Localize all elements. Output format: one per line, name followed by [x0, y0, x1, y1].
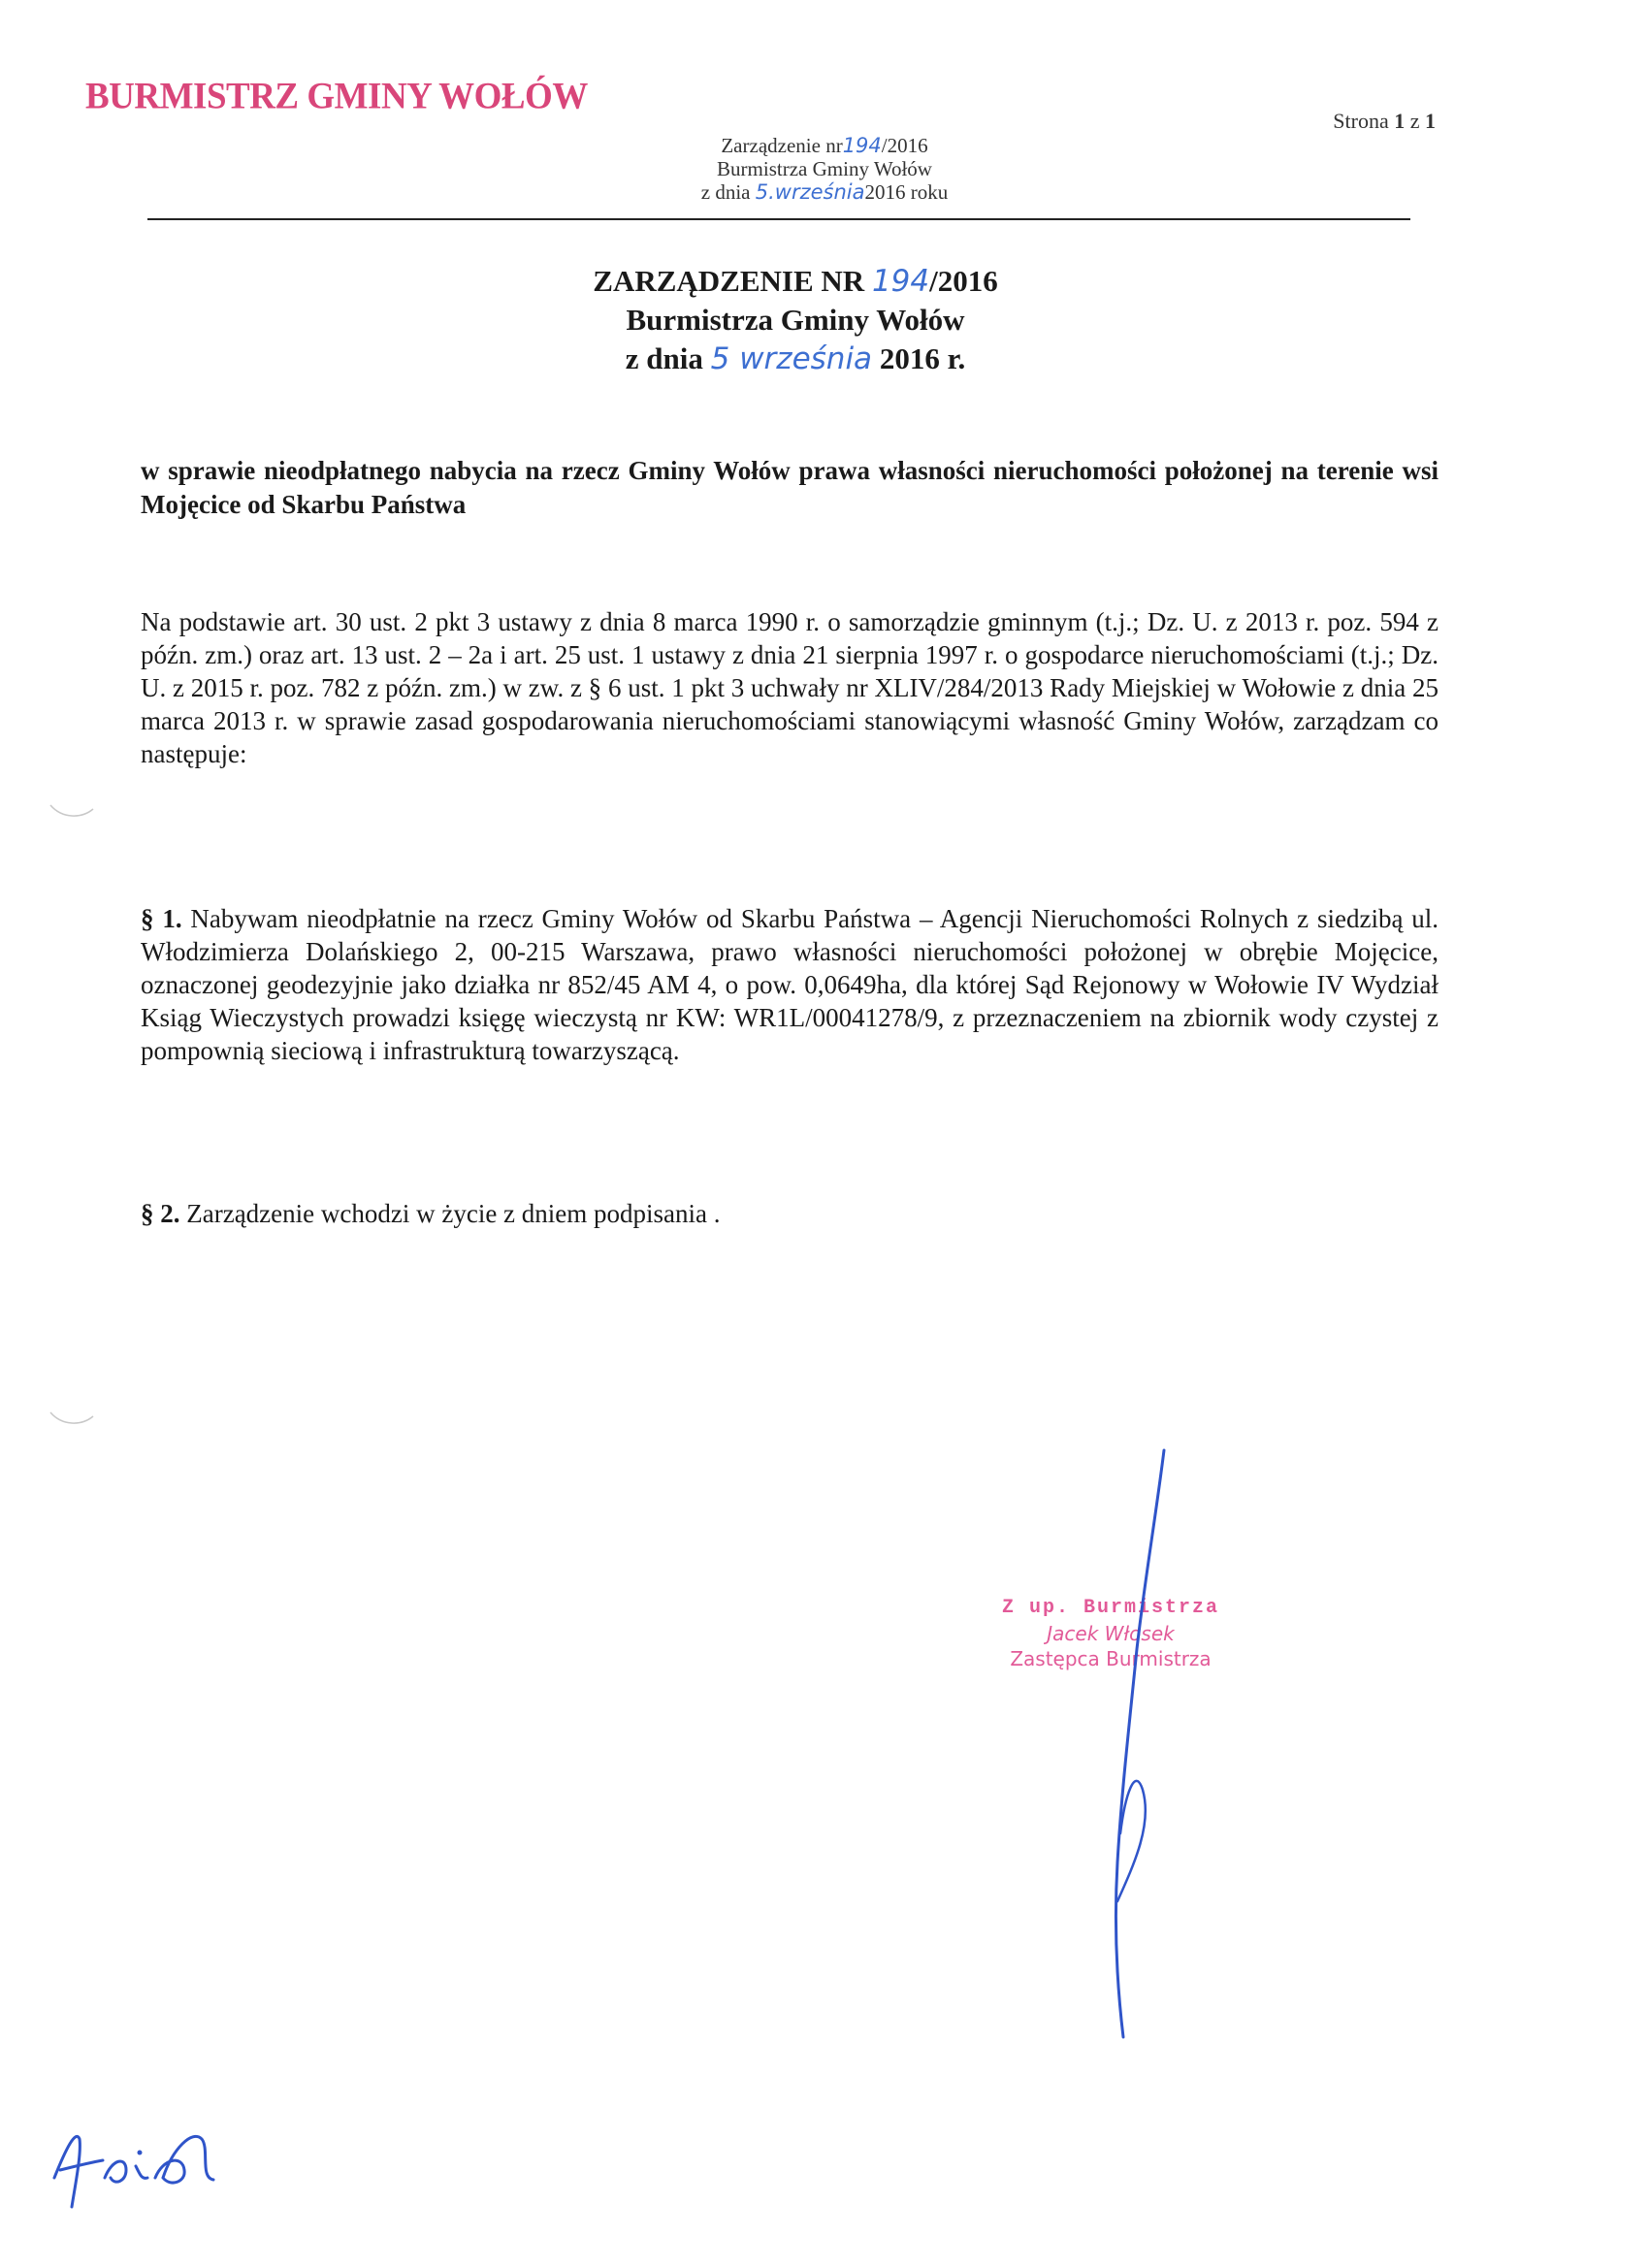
- header-line-number: [0, 134, 1649, 157]
- handwritten-signature: [1048, 1445, 1203, 2047]
- title-line-number: [0, 262, 1591, 301]
- title-line-date: [0, 340, 1591, 378]
- header-date-handwritten: 5.września: [755, 180, 865, 204]
- section-1: [141, 902, 1439, 1067]
- page-of: z: [1409, 109, 1420, 133]
- scan-artifact: [48, 801, 97, 823]
- header-number-handwritten: 194: [842, 134, 882, 157]
- stamp-line-authorization: Z up. Burmistrza: [1001, 1597, 1220, 1619]
- stamp-line-name: Jacek Włosek: [1047, 1622, 1175, 1645]
- section-2: [141, 1197, 1439, 1230]
- header-line-date: [0, 180, 1649, 204]
- header-date-suffix: 2016 roku: [864, 180, 949, 204]
- title-date-suffix: 2016 r.: [879, 341, 966, 375]
- preamble-paragraph: Na podstawie art. 30 ust. 2 pkt 3 ustawy z dnia 8 marca 1990 r. o samorządzie gminnym (t.j.; Dz. U. z 2013 r. poz. 594 z późn. zm.) oraz art. 13 ust. 2 – 2a i art. 25 ust. 1 ustawy z dnia 21 sierpnia 1997 r. o gospodarce nieruchomościami (t.j.; Dz. U. z 2015 r. poz. 782 z późn. zm.) w zw. z § 6 ust. 1 pkt 3 uchwały nr XLIV/284/2013 Rady Miejskiej w Wołowie z dnia 25 marca 2013 r. w sprawie zasad gospodarowania nieruchomościami stanowiącymi własność Gminy Wołów, zarządzam co następuje:: [141, 607, 1439, 768]
- header-rule: [147, 218, 1410, 220]
- header-number-prefix: Zarządzenie nr: [721, 134, 843, 157]
- running-header: [0, 134, 1649, 204]
- header-date-prefix: z dnia: [700, 180, 751, 204]
- page-total: 1: [1425, 109, 1436, 133]
- title-line-authority: Burmistrza Gminy Wołów: [626, 303, 965, 337]
- section-2-text: Zarządzenie wchodzi w życie z dniem podpisania .: [186, 1199, 721, 1228]
- section-1-marker: § 1.: [141, 904, 182, 933]
- header-stamp: BURMISTRZ GMINY WOŁÓW: [85, 75, 588, 118]
- title-number-prefix: ZARZĄDZENIE NR: [593, 264, 865, 298]
- page-indicator: [1333, 109, 1436, 134]
- document-title: [0, 262, 1591, 378]
- handwritten-initials: [47, 2110, 241, 2217]
- header-line-authority: Burmistrza Gminy Wołów: [717, 157, 932, 180]
- scan-artifact: [48, 1409, 97, 1430]
- subject-line: w sprawie nieodpłatnego nabycia na rzecz Gminy Wołów prawa własności nieruchomości położonej na terenie wsi Mojęcice od Skarbu Państwa: [141, 456, 1439, 519]
- title-date-handwritten: 5 września: [710, 341, 873, 376]
- stamp-line-position: Zastępca Burmistrza: [1010, 1647, 1212, 1670]
- title-date-prefix: z dnia: [625, 341, 703, 375]
- title-number-handwritten: 194: [871, 264, 930, 299]
- page-current: 1: [1394, 109, 1406, 133]
- section-2-marker: § 2.: [141, 1199, 180, 1228]
- header-number-suffix: /2016: [881, 134, 928, 157]
- page-label: Strona: [1333, 109, 1389, 133]
- title-number-suffix: /2016: [929, 264, 998, 298]
- section-1-text: Nabywam nieodpłatnie na rzecz Gminy Wołów od Skarbu Państwa – Agencji Nieruchomości Rolnych z siedzibą ul. Włodzimierza Dolańskiego 2, 00-215 Warszawa, prawo własności nieruchomości położonej w obrębie Mojęcice, oznaczonej geodezyjnie jako działka nr 852/45 AM 4, o pow. 0,0649ha, dla której Sąd Rejonowy w Wołowie IV Wydział Ksiąg Wieczystych prowadzi księgę wieczystą nr KW: WR1L/00041278/9, z przeznaczeniem na zbiornik wody czystej z pompownią sieciową i infrastrukturą towarzyszącą.: [141, 904, 1439, 1065]
